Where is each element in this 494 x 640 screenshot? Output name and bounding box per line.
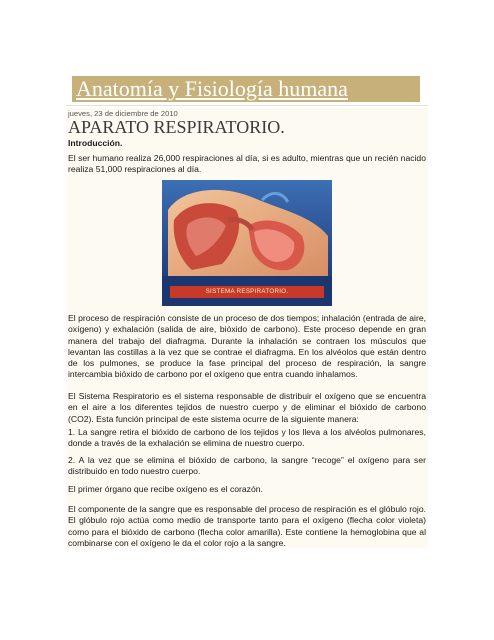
header-divider — [66, 105, 428, 106]
image-caption-bar — [170, 286, 324, 298]
body-paragraph: El primer órgano que recibe oxígeno es el corazón. — [68, 484, 263, 494]
body-paragraph: 2. A la vez que se elimina el bióxido de carbono, la sangre “recoge” el oxígeno para ser distribuido en todo nuestro cuerpo. — [68, 455, 426, 477]
body-paragraph: El proceso de respiración consiste de un proceso de dos tiempos; inhalación (entrada de aire, oxígeno) y exhalación (salida de aire, bióxido de carbono). Este proceso depende en gran manera del trabajo del diafragma. Durante la inhalación se contraen los músculos que levantan las costillas a la vez que se contrae el diafragma. En los alvéolos que están dentro de los pulmones, se produce la fase principal del proceso de respiración, la sangre intercambia bióxido de carbono por el oxígeno que entra cuando inhalamos. — [68, 313, 426, 380]
blog-title-link[interactable]: Anatomía y Fisiología humana — [76, 76, 348, 101]
respiratory-system-image — [162, 180, 332, 306]
intro-paragraph: El ser humano realiza 26,000 respiraciones al día, si es adulto, mientras que un recién nacido realiza 51,000 respiraciones al día. — [68, 153, 426, 175]
blog-header — [72, 76, 420, 102]
post-date: jueves, 23 de diciembre de 2010 — [68, 109, 178, 118]
post-title: APARATO RESPIRATORIO. — [68, 117, 285, 137]
body-paragraph: 1. La sangre retira el bióxido de carbono de los tejidos y los lleva a los alvéolos pulmonares, donde a través de la exhalación se elimina de nuestro cuerpo. — [68, 427, 426, 449]
post-subheading: Introducción. — [68, 138, 123, 148]
body-paragraph: El componente de la sangre que es responsable del proceso de respiración es el glóbulo rojo. El glóbulo rojo actúa como medio de transporte tanto para el oxígeno (flecha color violeta) como para el bióxido de carbono (flecha color amarilla). Este contiene la hemoglobina que al combinarse con el oxígeno le da el color rojo a la sangre. — [68, 504, 426, 548]
image-caption: SISTEMA RESPIRATORIO. — [205, 288, 289, 295]
body-paragraph: El Sistema Respiratorio es el sistema responsable de distribuir el oxígeno que se encuentra en el aire a los diferentes tejidos de nuestro cuerpo y de eliminar el bióxido de carbono (CO2). Esta función principal de este sistema ocurre de la siguiente manera: — [68, 391, 426, 424]
